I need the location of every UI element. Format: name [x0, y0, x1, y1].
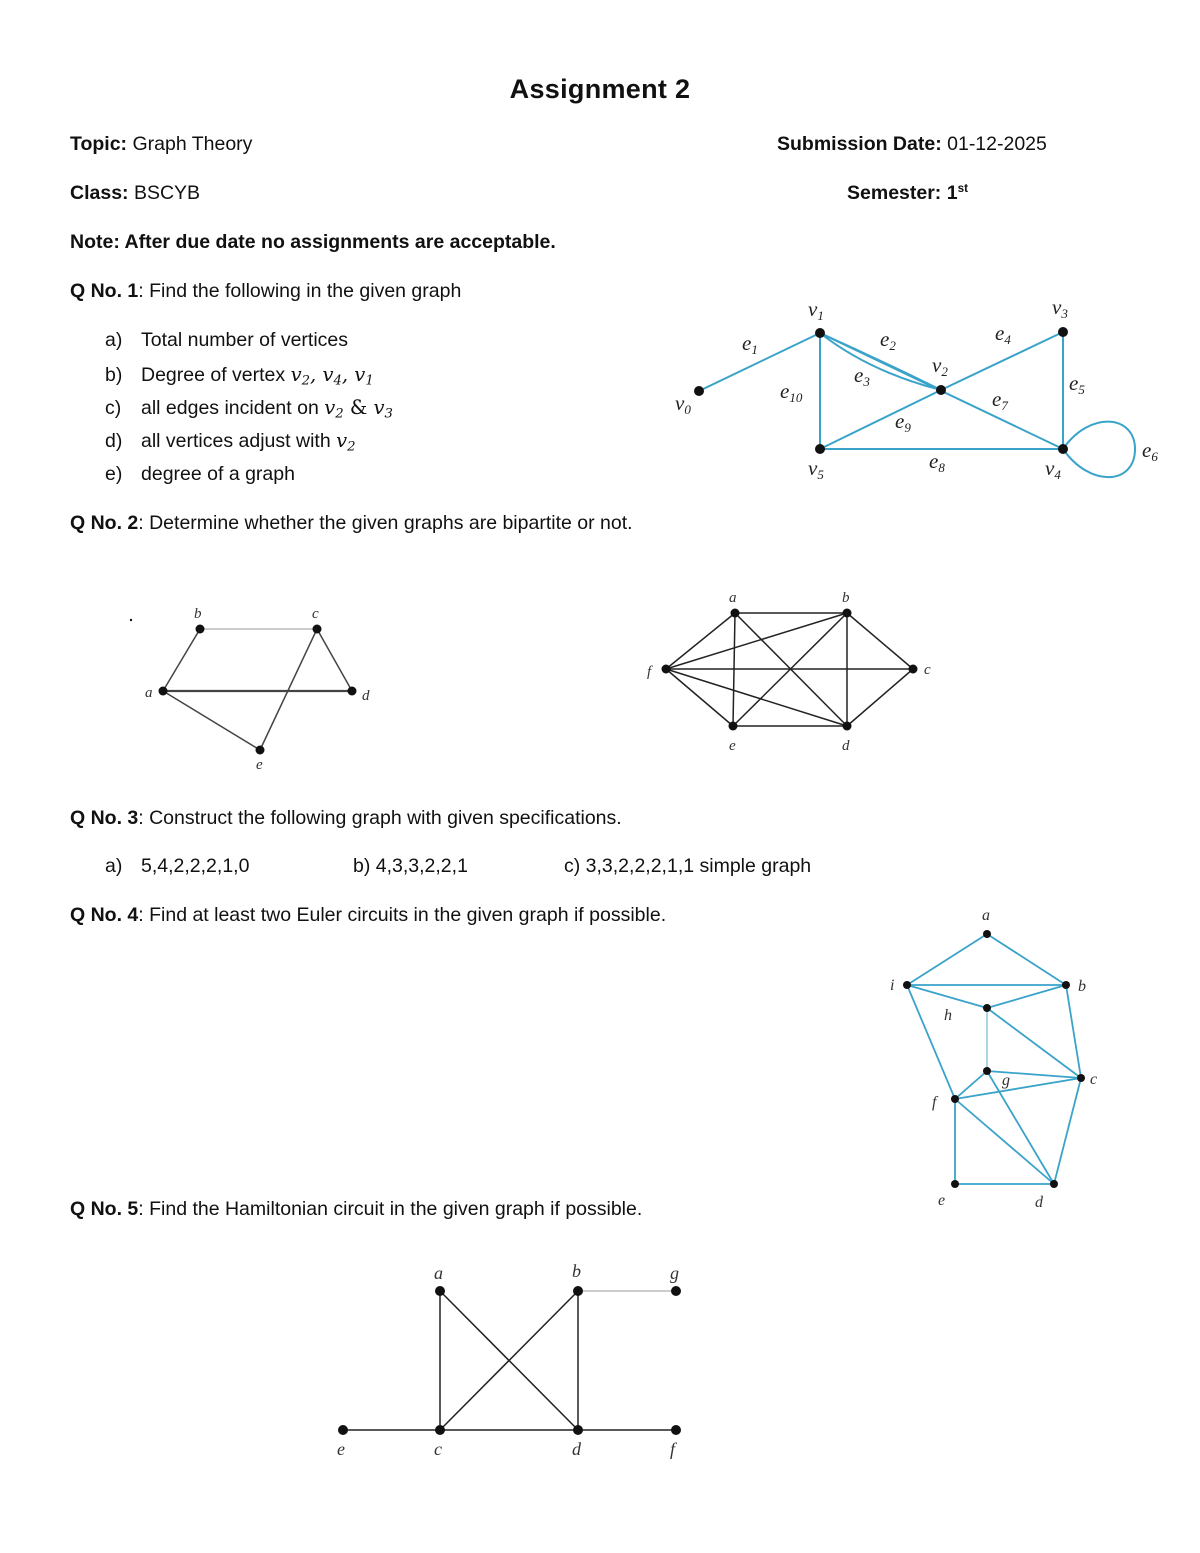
label-e8: e8 — [929, 449, 945, 475]
semester-sup: st — [957, 181, 968, 195]
q5-label: Q No. 5 — [70, 1198, 139, 1220]
q3-item-a-text: 5,4,2,2,2,1,0 — [141, 855, 250, 877]
q4-label-f: f — [932, 1094, 937, 1111]
q4-label-g: g — [1002, 1072, 1010, 1089]
g2-label-e: e — [729, 738, 736, 754]
label-e9: e9 — [895, 409, 911, 435]
q1-item-e-text: degree of a graph — [141, 463, 295, 485]
q5-label-d: d — [572, 1439, 581, 1459]
q1-item-d-marker: d) — [105, 430, 123, 452]
q1-text: : Find the following in the given graph — [138, 280, 462, 302]
label-v0: v0 — [675, 391, 691, 417]
g1-label-a: a — [145, 685, 153, 701]
q1-item-c-text: all edges incident on — [141, 397, 325, 419]
label-v4: v4 — [1045, 456, 1061, 482]
class-value: BSCYB — [133, 182, 201, 204]
q3-item-a-marker: a) — [105, 855, 123, 877]
topic-label: Topic: — [70, 133, 128, 155]
q4-label-h: h — [944, 1007, 952, 1024]
label-v5: v5 — [808, 456, 824, 482]
g2-label-a: a — [729, 590, 737, 606]
label-v1: v1 — [808, 297, 824, 323]
page-title: Assignment 2 — [509, 74, 691, 104]
q1-item-b-text: Degree of vertex — [141, 364, 291, 386]
submission-date-label: Submission Date: — [777, 133, 942, 155]
q1-item-a-text: Total number of vertices — [141, 329, 349, 351]
q3-item-c: c) 3,3,2,2,2,1,1 simple graph — [564, 855, 812, 877]
q4-label-e: e — [938, 1192, 946, 1209]
q4-label: Q No. 4 — [70, 904, 139, 926]
q1-item-d-math: $v_2$ — [336, 429, 356, 455]
q5-label-c: c — [434, 1439, 442, 1459]
g1-label-d: d — [362, 688, 370, 704]
q1-item-c-marker: c) — [105, 397, 122, 419]
q4-label-c: c — [1090, 1071, 1098, 1088]
q1-item-a-marker: a) — [105, 329, 123, 351]
q4-text: : Find at least two Euler circuits in the given graph if possible. — [138, 904, 667, 926]
q5-label-g: g — [670, 1263, 679, 1283]
g2-label-d: d — [842, 738, 850, 754]
q5-label-a: a — [434, 1263, 443, 1283]
g2-label-f: f — [647, 664, 652, 680]
q1-item-b-marker: b) — [105, 364, 123, 386]
g1-label-c: c — [312, 606, 319, 622]
q2-text: : Determine whether the given graphs are bipartite or not. — [138, 512, 633, 534]
q5-label-b: b — [572, 1261, 581, 1281]
semester-value: 1 — [946, 182, 958, 204]
label-e2: e2 — [880, 327, 896, 353]
g2-label-c: c — [924, 662, 931, 678]
q5-label-e: e — [337, 1439, 345, 1459]
q1-item-b-math: $v_2$, $v_4$, $v_1$ — [290, 363, 374, 389]
g1-label-b: b — [194, 606, 202, 622]
label-e5: e5 — [1069, 371, 1085, 397]
q3-text: : Construct the following graph with given specifications. — [138, 807, 622, 829]
label-e3: e3 — [854, 363, 870, 389]
label-e1: e1 — [742, 331, 758, 357]
q5-text: : Find the Hamiltonian circuit in the given graph if possible. — [138, 1198, 643, 1220]
label-v3: v3 — [1052, 295, 1068, 321]
q4-label-i: i — [890, 977, 895, 994]
q5-label-f: f — [670, 1439, 676, 1459]
q2-label: Q No. 2 — [70, 512, 139, 534]
g2-label-b: b — [842, 590, 850, 606]
q3-label: Q No. 3 — [70, 807, 139, 829]
q1-label: Q No. 1 — [70, 280, 139, 302]
semester-label: Semester: — [847, 182, 942, 204]
label-e7: e7 — [992, 387, 1008, 413]
class-label: Class: — [70, 182, 129, 204]
q4-label-a: a — [982, 907, 990, 924]
q4-label-b: b — [1078, 978, 1086, 995]
q4-label-d: d — [1035, 1194, 1043, 1211]
note: Note: After due date no assignments are acceptable. — [70, 231, 556, 253]
submission-date-value: 01-12-2025 — [947, 133, 1047, 155]
label-e4: e4 — [995, 321, 1011, 347]
q1-item-e-marker: e) — [105, 463, 123, 485]
g1-label-e: e — [256, 757, 263, 773]
label-e10: e10 — [780, 379, 803, 405]
q3-item-b: b) 4,3,3,2,2,1 — [353, 855, 468, 877]
label-v2: v2 — [932, 353, 948, 379]
q1-item-c-math: $v_2$ & $v_3$ — [324, 396, 393, 422]
q1-item-d-text: all vertices adjust with — [141, 430, 337, 452]
topic-value: Graph Theory — [132, 133, 253, 155]
label-e6: e6 — [1142, 438, 1158, 464]
